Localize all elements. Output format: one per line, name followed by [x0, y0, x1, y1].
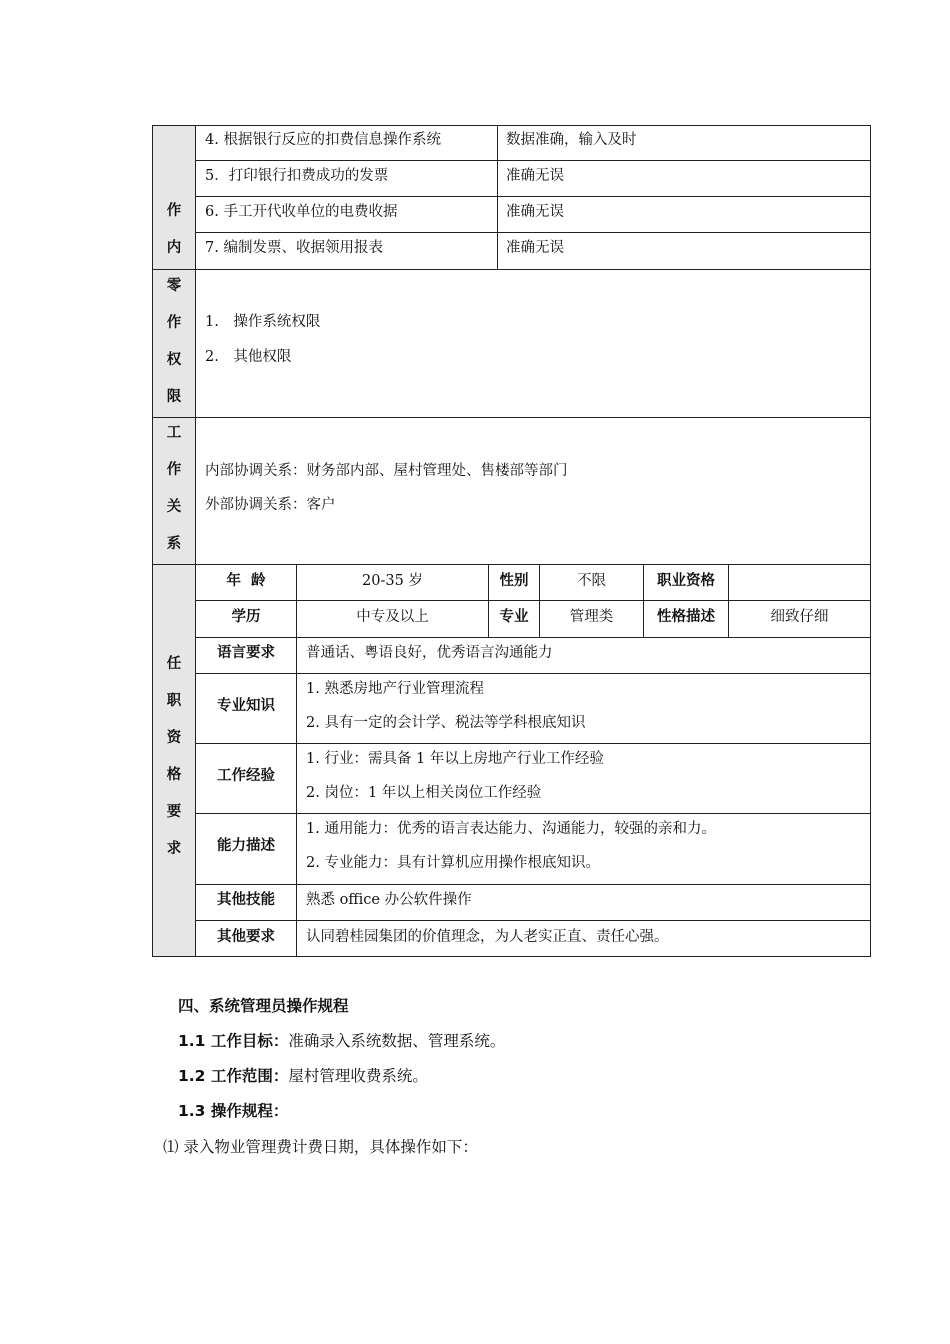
table-border-bottom	[152, 956, 871, 957]
authority-item-2: 2. 其他权限	[205, 349, 292, 365]
major-label: 专业	[499, 609, 529, 625]
col-divider	[728, 564, 729, 637]
personality-value: 细致仔细	[770, 609, 829, 625]
skills-label: 其他技能	[217, 892, 275, 908]
goal-text: 准确录入系统数据、管理系统。	[288, 1032, 506, 1050]
procedure-label: 1.3 操作规程	[178, 1102, 273, 1120]
duty-standard-1: 数据准确，输入及时	[506, 132, 637, 148]
relations-external: 外部协调关系：客户	[205, 497, 336, 513]
procedure-line	[178, 1101, 288, 1121]
scope-label: 1.2 工作范围	[178, 1067, 273, 1085]
duty-task-3: 6. 手工开代收单位的电费收据	[205, 204, 398, 220]
duty-task-2: 5．打印银行扣费成功的发票	[205, 168, 389, 184]
scope-text: 屋村管理收费系统。	[288, 1067, 428, 1085]
row-divider	[195, 196, 871, 197]
section-divider	[152, 564, 871, 565]
personality-label: 性格描述	[657, 609, 715, 625]
knowledge-item-2: 2. 具有一定的会计学、税法等学科根底知识	[306, 715, 586, 731]
experience-item-1: 1. 行业：需具备 1 年以上房地产行业工作经验	[306, 751, 604, 767]
duty-standard-2: 准确无误	[506, 168, 564, 184]
section-divider	[152, 417, 871, 418]
duty-standard-3: 准确无误	[506, 204, 564, 220]
other-requirements-label: 其他要求	[217, 929, 275, 945]
knowledge-item-1: 1. 熟悉房地产行业管理流程	[306, 681, 484, 697]
duty-task-4: 7. 编制发票、收据领用报表	[205, 240, 383, 256]
qualification-section-label: 任 职 资 格 要 求	[166, 656, 182, 857]
section-divider	[152, 269, 871, 270]
procedure-colon: ：	[272, 1102, 289, 1120]
duties-section-label: 作 内	[166, 203, 182, 256]
major-value: 管理类	[569, 609, 614, 625]
duty-column-divider	[497, 125, 498, 269]
experience-label: 工作经验	[217, 768, 275, 784]
table-border-right	[870, 125, 871, 957]
label-column-divider	[195, 125, 196, 957]
age-label: 年 龄	[226, 573, 266, 589]
scope-line	[178, 1066, 428, 1086]
goal-colon: ：	[272, 1032, 289, 1050]
experience-item-2: 2. 岗位：1 年以上相关岗位工作经验	[306, 785, 542, 801]
authority-section-label: 零 作 权 限	[166, 278, 182, 405]
scope-colon: ：	[272, 1067, 289, 1085]
skills-value: 熟悉 office 办公软件操作	[306, 892, 472, 908]
education-label: 学历	[231, 609, 261, 625]
duty-task-1: 4. 根据银行反应的扣费信息操作系统	[205, 132, 441, 148]
gender-label: 性别	[499, 573, 529, 589]
authority-item-1: 1. 操作系统权限	[205, 314, 321, 330]
knowledge-label: 专业知识	[217, 698, 275, 714]
relations-section-label: 工 作 关 系	[166, 425, 182, 552]
table-border-top	[152, 125, 871, 126]
education-value: 中专及以上	[356, 609, 429, 625]
procedure-step-1: ⑴ 录入物业管理费计费日期，具体操作如下：	[163, 1138, 478, 1156]
age-value: 20-35 岁	[362, 573, 423, 589]
row-divider	[195, 160, 871, 161]
other-requirements-value: 认同碧桂园集团的价值理念，为人老实正直、责任心强。	[306, 929, 669, 945]
row-divider	[195, 232, 871, 233]
ability-item-1: 1. 通用能力：优秀的语言表达能力、沟通能力，较强的亲和力。	[306, 821, 716, 837]
section-heading: 四、系统管理员操作规程	[178, 997, 349, 1015]
goal-line	[178, 1031, 505, 1051]
ability-item-2: 2. 专业能力：具有计算机应用操作根底知识。	[306, 855, 600, 871]
language-label: 语言要求	[217, 645, 275, 661]
cert-label: 职业资格	[657, 573, 715, 589]
gender-value: 不限	[577, 573, 606, 589]
language-value: 普通话、粤语良好，优秀语言沟通能力	[306, 645, 553, 661]
ability-label: 能力描述	[217, 838, 275, 854]
duty-standard-4: 准确无误	[506, 240, 564, 256]
goal-label: 1.1 工作目标	[178, 1032, 273, 1050]
relations-internal: 内部协调关系：财务部内部、屋村管理处、售楼部等部门	[205, 463, 568, 479]
